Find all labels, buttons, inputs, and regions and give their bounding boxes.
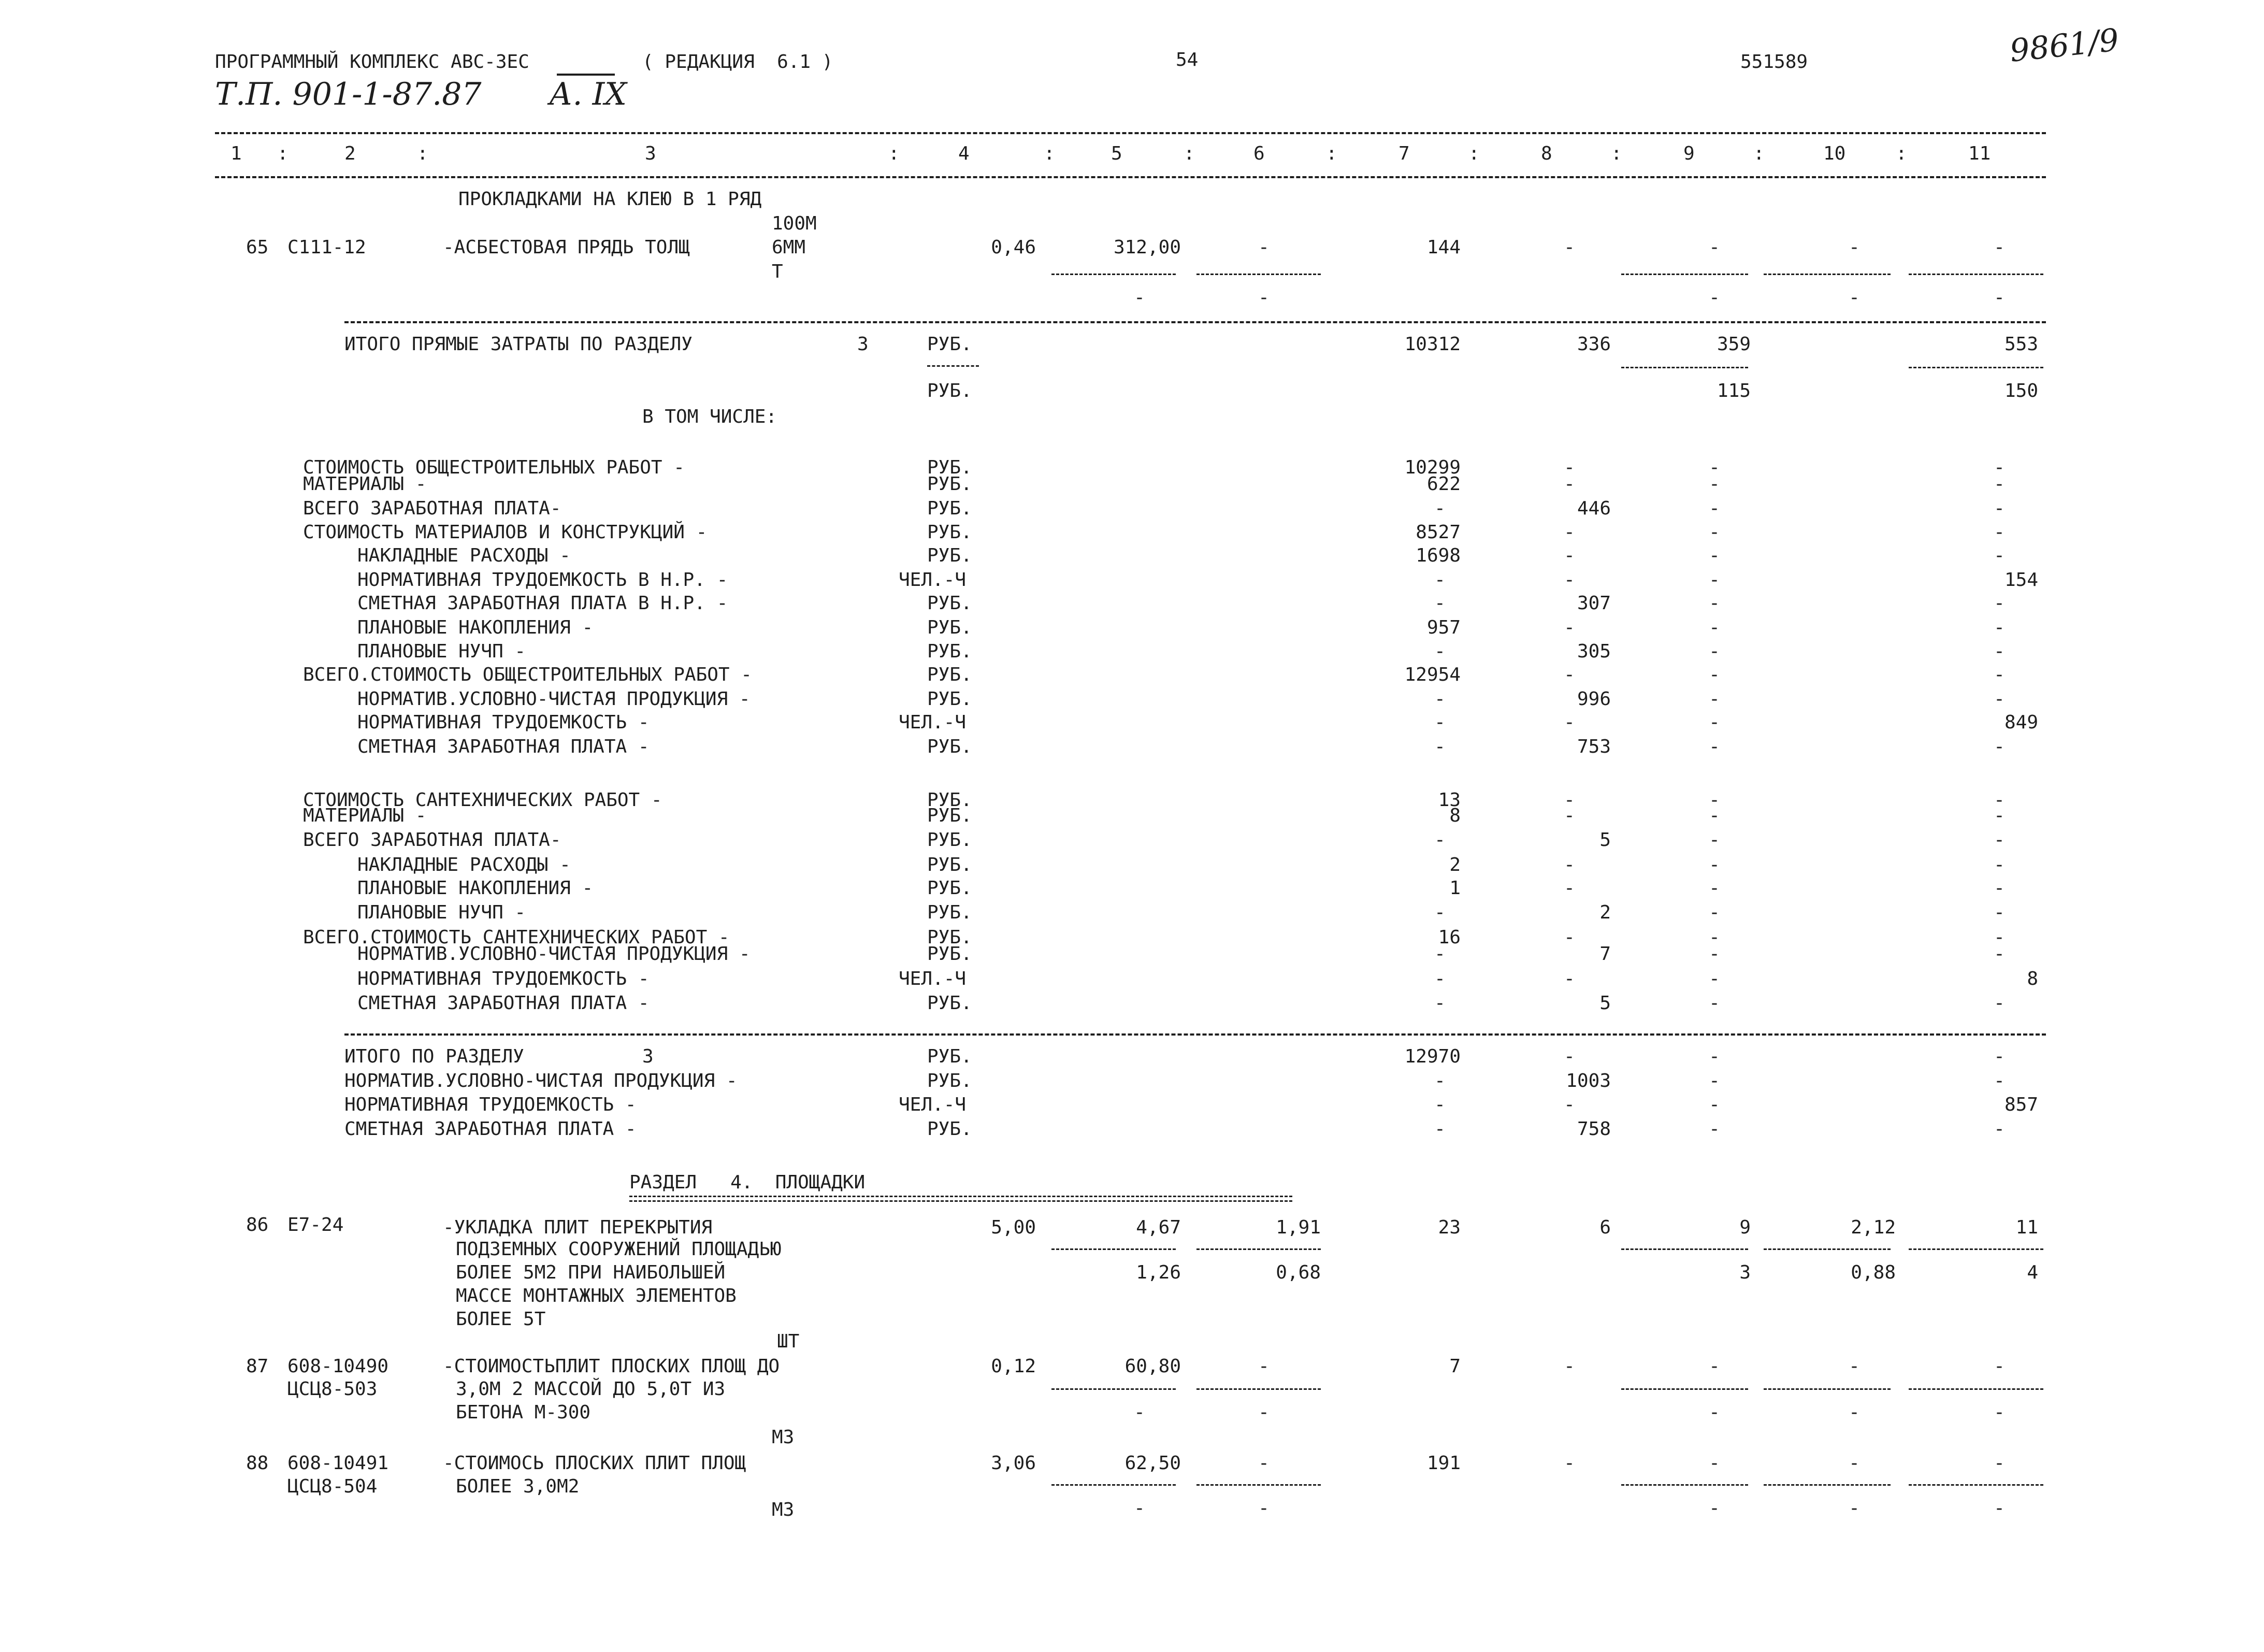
row88-c7: 191 [1426, 1453, 1461, 1474]
sanitary-c8: - [1564, 878, 1575, 899]
direct-total-c11: 553 [2004, 334, 2038, 355]
general-label: СТОИМОСТЬ ОБЩЕСТРОИТЕЛЬНЫХ РАБОТ - [303, 457, 685, 478]
row87-unit: М3 [772, 1427, 795, 1448]
sanitary-c9: - [1709, 805, 1720, 826]
row87-line1: -СТОИМОСТЬПЛИТ ПЛОСКИХ ПЛОЩ ДО [443, 1356, 780, 1377]
row86-line1: -УКЛАДКА ПЛИТ ПЕРЕКРЫТИЯ [443, 1217, 713, 1238]
general-label: МАТЕРИАЛЫ - [303, 473, 427, 495]
sanitary-c9: - [1709, 829, 1720, 851]
general-c11: - [1994, 664, 2005, 685]
sanitary-c7: 8 [1449, 805, 1461, 826]
sanitary-unit: РУБ. [927, 902, 972, 923]
row86-c9: 9 [1739, 1217, 1751, 1238]
row65-c9: - [1709, 237, 1720, 258]
section-total-unit: РУБ. [927, 1046, 972, 1067]
section-total-rule [344, 1033, 2046, 1036]
general-c7: 1698 [1416, 545, 1461, 566]
general-c11: - [1994, 457, 2005, 478]
sanitary-c8: 5 [1599, 993, 1611, 1014]
direct-total-label: ИТОГО ПРЯМЫЕ ЗАТРАТЫ ПО РАЗДЕЛУ [344, 334, 693, 355]
section-total-label: ИТОГО ПО РАЗДЕЛУ [344, 1046, 524, 1067]
sanitary-c11: - [1994, 943, 2005, 965]
row88-c10b: - [1849, 1498, 1860, 1519]
sanitary-label: ПЛАНОВЫЕ НУЧП - [357, 902, 526, 923]
general-c11: - [1994, 593, 2005, 614]
row86-c5b: 1,26 [1136, 1262, 1181, 1283]
sanitary-c9: - [1709, 943, 1720, 965]
general-c9: - [1709, 545, 1720, 566]
column-7-header: 7 [1398, 143, 1410, 164]
general-c11: - [1994, 473, 2005, 495]
general-c9: - [1709, 569, 1720, 591]
section-total-c7: - [1434, 1094, 1446, 1115]
general-unit: РУБ. [927, 457, 972, 478]
row65-c10: - [1849, 237, 1860, 258]
row86-c10b: 0,88 [1851, 1262, 1896, 1283]
general-c9: - [1709, 688, 1720, 710]
section-total-c9: - [1709, 1118, 1720, 1140]
sanitary-c7: - [1434, 829, 1446, 851]
sanitary-c11: - [1994, 805, 2005, 826]
general-c8: - [1564, 522, 1575, 543]
general-c11: - [1994, 736, 2005, 757]
general-label: СМЕТНАЯ ЗАРАБОТНАЯ ПЛАТА - [357, 736, 650, 757]
edition: ( РЕДАКЦИЯ 6.1 ) [642, 51, 833, 73]
row87-number: 87 [246, 1356, 269, 1377]
row65-c6: - [1258, 237, 1270, 258]
row65-c10b: - [1849, 287, 1860, 308]
row86-c6b: 0,68 [1276, 1262, 1321, 1283]
sanitary-label: НАКЛАДНЫЕ РАСХОДЫ - [357, 854, 571, 875]
sanitary-label: НОРМАТИВ.УСЛОВНО-ЧИСТАЯ ПРОДУКЦИЯ - [357, 943, 751, 965]
general-label: НОРМАТИВ.УСЛОВНО-ЧИСТАЯ ПРОДУКЦИЯ - [357, 688, 751, 710]
section-total-c7: - [1434, 1070, 1446, 1091]
row87-c8: - [1564, 1356, 1575, 1377]
general-c11: - [1994, 498, 2005, 519]
column-6-header: 6 [1253, 143, 1265, 164]
direct-total-rule [344, 321, 2046, 323]
general-c8: 307 [1577, 593, 1611, 614]
row65-unit: Т [772, 261, 783, 282]
section-total-c7: - [1434, 1118, 1446, 1140]
direct-total-c9b: 115 [1717, 380, 1751, 401]
section-total-c9: - [1709, 1094, 1720, 1115]
row86-c6: 1,91 [1276, 1217, 1321, 1238]
general-c7: 10299 [1404, 457, 1461, 478]
handwritten-tp: Т.П. 901-1-87.87 [215, 76, 482, 112]
sanitary-unit: РУБ. [927, 829, 972, 851]
general-c9: - [1709, 457, 1720, 478]
row86-number: 86 [246, 1214, 269, 1236]
general-c8: - [1564, 617, 1575, 638]
general-label: НАКЛАДНЫЕ РАСХОДЫ - [357, 545, 571, 566]
handwritten-ref: 9861/9 [2008, 22, 2121, 69]
direct-total-c8: 336 [1577, 334, 1611, 355]
general-unit: РУБ. [927, 498, 972, 519]
general-label: ВСЕГО.СТОИМОСТЬ ОБЩЕСТРОИТЕЛЬНЫХ РАБОТ - [303, 664, 752, 685]
general-c9: - [1709, 617, 1720, 638]
column-11-header: 11 [1968, 143, 1991, 164]
row87-c9b: - [1709, 1402, 1720, 1423]
row86-line5: БОЛЕЕ 5Т [456, 1309, 546, 1330]
sanitary-c11: - [1994, 902, 2005, 923]
row86-c11: 11 [2015, 1217, 2038, 1238]
row87-code: 608-10490 [287, 1356, 389, 1377]
sanitary-c7: - [1434, 943, 1446, 965]
general-c9: - [1709, 522, 1720, 543]
sanitary-c7: 1 [1449, 878, 1461, 899]
general-c8: 996 [1577, 688, 1611, 710]
row88-c4: 3,06 [991, 1453, 1036, 1474]
row65-c4: 0,46 [991, 237, 1036, 258]
row88-line2: БОЛЕЕ 3,0М2 [456, 1476, 580, 1497]
column-10-header: 10 [1823, 143, 1846, 164]
sanitary-c11: - [1994, 993, 2005, 1014]
general-c7: - [1434, 498, 1446, 519]
row65-unit-qty: 100М [772, 213, 817, 234]
row88-line1: -СТОИМОСЬ ПЛОСКИХ ПЛИТ ПЛОЩ [443, 1453, 746, 1474]
general-c7: 622 [1426, 473, 1461, 495]
including-label: В ТОМ ЧИСЛЕ: [642, 406, 777, 427]
general-c9: - [1709, 498, 1720, 519]
row87-line3: БЕТОНА М-300 [456, 1402, 591, 1423]
sanitary-unit: РУБ. [927, 927, 972, 948]
general-c9: - [1709, 473, 1720, 495]
row87-c11b: - [1994, 1402, 2005, 1423]
general-c7: - [1434, 688, 1446, 710]
general-c9: - [1709, 736, 1720, 757]
general-unit: РУБ. [927, 545, 972, 566]
general-c8: - [1564, 569, 1575, 591]
row65-code: С111-12 [287, 237, 366, 258]
direct-total-c11b: 150 [2004, 380, 2038, 401]
row88-c5: 62,50 [1124, 1453, 1181, 1474]
section-total-label: СМЕТНАЯ ЗАРАБОТНАЯ ПЛАТА - [344, 1118, 637, 1140]
section-total-label: НОРМАТИВНАЯ ТРУДОЕМКОСТЬ - [344, 1094, 637, 1115]
section-total-unit: РУБ. [927, 1070, 972, 1091]
column-2-header: 2 [344, 143, 356, 164]
general-unit: ЧЕЛ.-Ч [899, 569, 967, 591]
section-total-c8: 758 [1577, 1118, 1611, 1140]
general-c8: 305 [1577, 641, 1611, 662]
sanitary-c8: - [1564, 805, 1575, 826]
sanitary-c11: - [1994, 854, 2005, 875]
general-c9: - [1709, 641, 1720, 662]
general-label: СМЕТНАЯ ЗАРАБОТНАЯ ПЛАТА В Н.Р. - [357, 593, 728, 614]
program-underline [557, 74, 615, 76]
column-8-header: 8 [1541, 143, 1552, 164]
general-c11: 849 [2004, 712, 2038, 733]
header-bottom-rule [215, 176, 2046, 178]
row86-line4: МАССЕ МОНТАЖНЫХ ЭЛЕМЕНТОВ [456, 1285, 737, 1306]
direct-total-unit: РУБ. [927, 334, 972, 355]
general-c11: - [1994, 522, 2005, 543]
sanitary-label: СМЕТНАЯ ЗАРАБОТНАЯ ПЛАТА - [357, 993, 650, 1014]
row86-line2: ПОДЗЕМНЫХ СООРУЖЕНИЙ ПЛОЩАДЬЮ [456, 1239, 782, 1260]
general-c7: - [1434, 736, 1446, 757]
sanitary-c11: - [1994, 789, 2005, 811]
sanitary-c7: - [1434, 968, 1446, 989]
section-total-c11: 857 [2004, 1094, 2038, 1115]
general-c9: - [1709, 712, 1720, 733]
sanitary-c7: 2 [1449, 854, 1461, 875]
column-3-header: 3 [645, 143, 656, 164]
row87-c7: 7 [1449, 1356, 1461, 1377]
general-label: ПЛАНОВЫЕ НАКОПЛЕНИЯ - [357, 617, 594, 638]
sanitary-c11: - [1994, 878, 2005, 899]
sanitary-c7: - [1434, 902, 1446, 923]
column-5-header: 5 [1111, 143, 1122, 164]
row65-c11b: - [1994, 287, 2005, 308]
sanitary-c8: - [1564, 854, 1575, 875]
section-total-c8: - [1564, 1094, 1575, 1115]
general-label: СТОИМОСТЬ МАТЕРИАЛОВ И КОНСТРУКЦИЙ - [303, 522, 708, 543]
sanitary-c8: - [1564, 927, 1575, 948]
section-total-c11: - [1994, 1070, 2005, 1091]
row88-unit: М3 [772, 1499, 795, 1520]
sanitary-unit: РУБ. [927, 993, 972, 1014]
section-total-c8: - [1564, 1046, 1575, 1067]
general-unit: РУБ. [927, 473, 972, 495]
general-label: НОРМАТИВНАЯ ТРУДОЕМКОСТЬ В Н.Р. - [357, 569, 728, 591]
row87-c5b: - [1134, 1402, 1145, 1423]
section4-double-underline [629, 1196, 1292, 1202]
row88-number: 88 [246, 1453, 269, 1474]
row65-unit-mid: 6ММ [772, 237, 806, 258]
general-c8: - [1564, 545, 1575, 566]
sanitary-label: ПЛАНОВЫЕ НАКОПЛЕНИЯ - [357, 878, 594, 899]
sanitary-label: ВСЕГО ЗАРАБОТНАЯ ПЛАТА- [303, 829, 561, 851]
sanitary-c11: 8 [2027, 968, 2038, 989]
sanitary-label: СТОИМОСТЬ САНТЕХНИЧЕСКИХ РАБОТ - [303, 789, 662, 811]
section-total-c11: - [1994, 1046, 2005, 1067]
sanitary-c8: - [1564, 789, 1575, 811]
general-c8: 446 [1577, 498, 1611, 519]
general-c7: - [1434, 641, 1446, 662]
row86-code: Е7-24 [287, 1214, 344, 1236]
general-c9: - [1709, 593, 1720, 614]
direct-total-unit2: РУБ. [927, 380, 972, 401]
section-total-c7: 12970 [1404, 1046, 1461, 1067]
row88-c9: - [1709, 1453, 1720, 1474]
section-total-unit: ЧЕЛ.-Ч [899, 1094, 967, 1115]
sanitary-c9: - [1709, 789, 1720, 811]
sanitary-c9: - [1709, 993, 1720, 1014]
general-unit: РУБ. [927, 641, 972, 662]
section-total-c9: - [1709, 1046, 1720, 1067]
row86-c8: 6 [1599, 1217, 1611, 1238]
sanitary-unit: РУБ. [927, 943, 972, 965]
row65-c5: 312,00 [1113, 237, 1181, 258]
section-total-c8: 1003 [1566, 1070, 1611, 1091]
general-c11: - [1994, 641, 2005, 662]
sanitary-c9: - [1709, 968, 1720, 989]
sanitary-c11: - [1994, 927, 2005, 948]
general-label: ВСЕГО ЗАРАБОТНАЯ ПЛАТА- [303, 498, 561, 519]
section-total-c9: - [1709, 1070, 1720, 1091]
sanitary-unit: РУБ. [927, 854, 972, 875]
row87-c6: - [1258, 1356, 1270, 1377]
row87-c9: - [1709, 1356, 1720, 1377]
row87-code2: ЦСЦ8-503 [287, 1378, 378, 1400]
row65-c8: - [1564, 237, 1575, 258]
general-unit: РУБ. [927, 664, 972, 685]
row88-c11b: - [1994, 1498, 2005, 1519]
general-unit: РУБ. [927, 736, 972, 757]
row88-c6b: - [1258, 1498, 1270, 1519]
sanitary-label: ВСЕГО.СТОИМОСТЬ САНТЕХНИЧЕСКИХ РАБОТ - [303, 927, 730, 948]
column-1-header: 1 [230, 143, 242, 164]
general-c7: - [1434, 593, 1446, 614]
general-c9: - [1709, 664, 1720, 685]
general-c11: - [1994, 617, 2005, 638]
page-number: 54 [1176, 49, 1199, 70]
row65-name: -АСБЕСТОВАЯ ПРЯДЬ ТОЛЩ [443, 237, 690, 258]
row65-c5b: - [1134, 287, 1145, 308]
general-c7: - [1434, 712, 1446, 733]
sanitary-c9: - [1709, 854, 1720, 875]
direct-total-c7: 10312 [1404, 334, 1461, 355]
section-total-label: НОРМАТИВ.УСЛОВНО-ЧИСТАЯ ПРОДУКЦИЯ - [344, 1070, 738, 1091]
general-label: ПЛАНОВЫЕ НУЧП - [357, 641, 526, 662]
sanitary-c8: 7 [1599, 943, 1611, 965]
row87-c11: - [1994, 1356, 2005, 1377]
general-c8: 753 [1577, 736, 1611, 757]
sanitary-c7: 13 [1438, 789, 1461, 811]
general-unit: ЧЕЛ.-Ч [899, 712, 967, 733]
sanitary-label: НОРМАТИВНАЯ ТРУДОЕМКОСТЬ - [357, 968, 650, 989]
section-total-section: 3 [642, 1046, 654, 1067]
row88-code2: ЦСЦ8-504 [287, 1476, 378, 1497]
row65-number: 65 [246, 237, 269, 258]
row87-c10: - [1849, 1356, 1860, 1377]
general-c7: - [1434, 569, 1446, 591]
sanitary-c8: - [1564, 968, 1575, 989]
sanitary-c7: 16 [1438, 927, 1461, 948]
row88-c9b: - [1709, 1498, 1720, 1519]
program-title: ПРОГРАММНЫЙ КОМПЛЕКС АВС-3ЕС [215, 51, 529, 73]
general-c7: 12954 [1404, 664, 1461, 685]
row88-c10: - [1849, 1453, 1860, 1474]
row86-c4: 5,00 [991, 1217, 1036, 1238]
section-total-unit: РУБ. [927, 1118, 972, 1140]
general-c11: 154 [2004, 569, 2038, 591]
general-unit: РУБ. [927, 593, 972, 614]
row65-continuation: ПРОКЛАДКАМИ НА КЛЕЮ В 1 РЯД [458, 189, 762, 210]
general-label: НОРМАТИВНАЯ ТРУДОЕМКОСТЬ - [357, 712, 650, 733]
row65-c11: - [1994, 237, 2005, 258]
section4-title: РАЗДЕЛ 4. ПЛОЩАДКИ [629, 1172, 866, 1193]
row86-c5: 4,67 [1136, 1217, 1181, 1238]
sanitary-c7: - [1434, 993, 1446, 1014]
column-4-header: 4 [958, 143, 970, 164]
row86-c11b: 4 [2027, 1262, 2038, 1283]
row87-c10b: - [1849, 1402, 1860, 1423]
sanitary-c9: - [1709, 878, 1720, 899]
sanitary-unit: РУБ. [927, 805, 972, 826]
general-c11: - [1994, 688, 2005, 710]
general-unit: РУБ. [927, 688, 972, 710]
row88-c8: - [1564, 1453, 1575, 1474]
general-c8: - [1564, 457, 1575, 478]
row65-c7: 144 [1426, 237, 1461, 258]
handwritten-album: А. IX [549, 76, 627, 112]
sanitary-c9: - [1709, 902, 1720, 923]
general-c8: - [1564, 664, 1575, 685]
sanitary-unit: РУБ. [927, 789, 972, 811]
sanitary-c8: 5 [1599, 829, 1611, 851]
row87-c4: 0,12 [991, 1356, 1036, 1377]
direct-total-section: 3 [857, 334, 869, 355]
row86-c9b: 3 [1739, 1262, 1751, 1283]
row86-c7: 23 [1438, 1217, 1461, 1238]
general-unit: РУБ. [927, 617, 972, 638]
section-total-c11: - [1994, 1118, 2005, 1140]
sanitary-c11: - [1994, 829, 2005, 851]
column-9-header: 9 [1683, 143, 1695, 164]
row86-c10: 2,12 [1851, 1217, 1896, 1238]
row88-c5b: - [1134, 1498, 1145, 1519]
row87-c6b: - [1258, 1402, 1270, 1423]
sanitary-c9: - [1709, 927, 1720, 948]
row65-c9b: - [1709, 287, 1720, 308]
general-c11: - [1994, 545, 2005, 566]
general-c8: - [1564, 712, 1575, 733]
row88-c11: - [1994, 1453, 2005, 1474]
general-unit: РУБ. [927, 522, 972, 543]
direct-total-c9: 359 [1717, 334, 1751, 355]
sanitary-c8: 2 [1599, 902, 1611, 923]
row86-unit: ШТ [777, 1331, 800, 1352]
row87-line2: 3,0М 2 МАССОЙ ДО 5,0Т ИЗ [456, 1378, 726, 1400]
general-c7: 8527 [1416, 522, 1461, 543]
general-c7: 957 [1426, 617, 1461, 638]
row65-c6b: - [1258, 287, 1270, 308]
general-c8: - [1564, 473, 1575, 495]
row88-code: 608-10491 [287, 1453, 389, 1474]
row86-line3: БОЛЕЕ 5М2 ПРИ НАИБОЛЬШЕЙ [456, 1262, 726, 1283]
row88-c6: - [1258, 1453, 1270, 1474]
sanitary-label: МАТЕРИАЛЫ - [303, 805, 427, 826]
sanitary-unit: ЧЕЛ.-Ч [899, 968, 967, 989]
document-code: 551589 [1740, 51, 1808, 73]
header-top-rule [215, 132, 2046, 134]
row87-c5: 60,80 [1124, 1356, 1181, 1377]
sanitary-unit: РУБ. [927, 878, 972, 899]
